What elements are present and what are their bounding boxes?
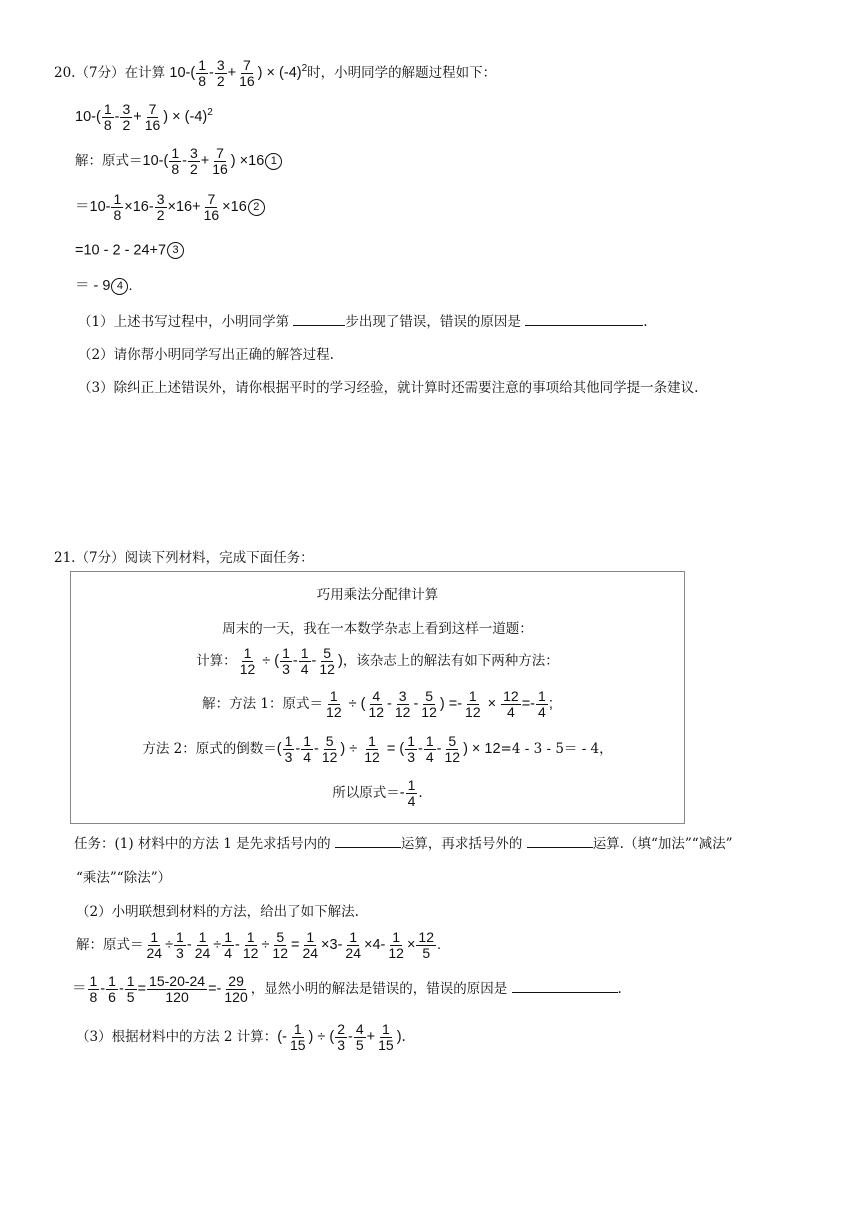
step-marker: 2	[248, 199, 265, 216]
material-title: 巧用乘法分配律计算	[316, 587, 439, 603]
q20-step1: 解：原式＝10-( $\frac{1}{8}$ - $\frac{3}{2}$ + $\frac{7}{16}$ ) ×16 1	[75, 146, 282, 176]
q20-part1: （1）上述书写过程中，小明同学第 步出现了错误，错误的原因是 .	[78, 314, 648, 330]
material-line1: 周末的一天，我在一本数学杂志上看到这样一道题：	[222, 621, 533, 637]
q20-expression: 10-( $\frac{1}{8}$ - $\frac{3}{2}$ + $\frac{7}{16}$ ) × $(-4)^2$	[169, 57, 308, 89]
q20-step3: =10 - 2 - 24+7 3	[75, 242, 184, 259]
q20-step2: ＝10- $\frac{1}{8}$ ×16- $\frac{3}{2}$ ×16+ $\frac{7}{16}$ ×16 2	[75, 192, 265, 222]
step-marker: 3	[167, 242, 184, 259]
material-method2: 方法 2：原式的倒数＝( $\frac{1}{3}$ - $\frac{1}{4}$ - $\frac{5}{12}$ ) ÷ $\frac{1}{12}$ = ( $\frac{1}{3}$ - $\frac{1}{4}$ - $\frac{5}{12}$ ) × 12=4 - 3 - 5＝ - 4，	[142, 733, 613, 765]
q21-task1: 任务：(1) 材料中的方法 1 是先求括号内的 运算，再求括号外的 运算.（填“加法”“减法”	[74, 836, 733, 852]
answer-blank[interactable]	[527, 835, 593, 848]
q21-task3: （3）根据材料中的方法 2 计算：(- $\frac{1}{15}$ ) ÷ ( $\frac{2}{3}$ - $\frac{4}{5}$ + $\frac{1}{15}$ ).	[76, 1021, 406, 1053]
q20-intro-post: 时，小明同学的解题过程如下：	[307, 65, 497, 82]
q20-part3: （3）除纠正上述错误外，请你根据平时的学习经验，就计算时还需要注意的事项给其他同学提一条建议.	[78, 380, 699, 396]
answer-blank[interactable]	[293, 313, 345, 326]
q21-solution-line2: ＝ $\frac{1}{8}$ - $\frac{1}{6}$ - $\frac{1}{5}$ = $\frac{15-20-24}{120}$ =- $\frac{29}{120}$ ，显然小明的解法是错误的，错误的原因是 .	[72, 973, 622, 1005]
q21-header: 21.（7分）阅读下列材料，完成下面任务：	[54, 550, 314, 566]
q20-number: 20.	[54, 65, 76, 82]
q21-task2: （2）小明联想到材料的方法，给出了如下解法.	[76, 904, 359, 920]
material-calc: 计算： $\frac{1}{12}$ ÷ ( $\frac{1}{3}$ - $\frac{1}{4}$ - $\frac{5}{12}$ )，该杂志上的解法有如下两种方法：	[196, 645, 559, 677]
q20-expression-line: 10-( $\frac{1}{8}$ - $\frac{3}{2}$ + $\frac{7}{16}$ ) × $(-4)^2$	[75, 101, 213, 133]
q20-score: （7分）	[75, 65, 125, 82]
q20-step4: ＝ - 9 4 .	[75, 278, 133, 294]
q20-intro-pre: 在计算	[124, 65, 166, 82]
step-marker: 4	[111, 278, 128, 295]
q21-solution-line1: 解：原式＝ $\frac{1}{24}$ ÷ $\frac{1}{3}$ - $\frac{1}{24}$ ÷ $\frac{1}{4}$ - $\frac{1}{12}$ ÷ $\frac{5}{12}$ = $\frac{1}{24}$ ×3- $\frac{1}{24}$ ×4- $\frac{1}{12}$ × $\frac{12}{5}$ .	[76, 929, 442, 961]
answer-blank[interactable]	[525, 313, 643, 326]
q21-task1-cont: “乘法”“除法”）	[76, 870, 172, 886]
material-final: 所以原式＝- $\frac{1}{4}$ .	[332, 777, 423, 809]
q20-part2: （2）请你帮小明同学写出正确的解答过程.	[78, 347, 334, 363]
material-method1: 解：方法 1：原式＝ $\frac{1}{12}$ ÷ ( $\frac{4}{12}$ - $\frac{3}{12}$ - $\frac{5}{12}$ ) =- $\frac{1}{12}$ × $\frac{12}{4}$ =- $\frac{1}{4}$ ;	[202, 688, 553, 720]
answer-blank[interactable]	[512, 980, 618, 993]
step-marker: 1	[265, 153, 282, 170]
answer-blank[interactable]	[335, 835, 401, 848]
q20-header	[54, 58, 496, 88]
